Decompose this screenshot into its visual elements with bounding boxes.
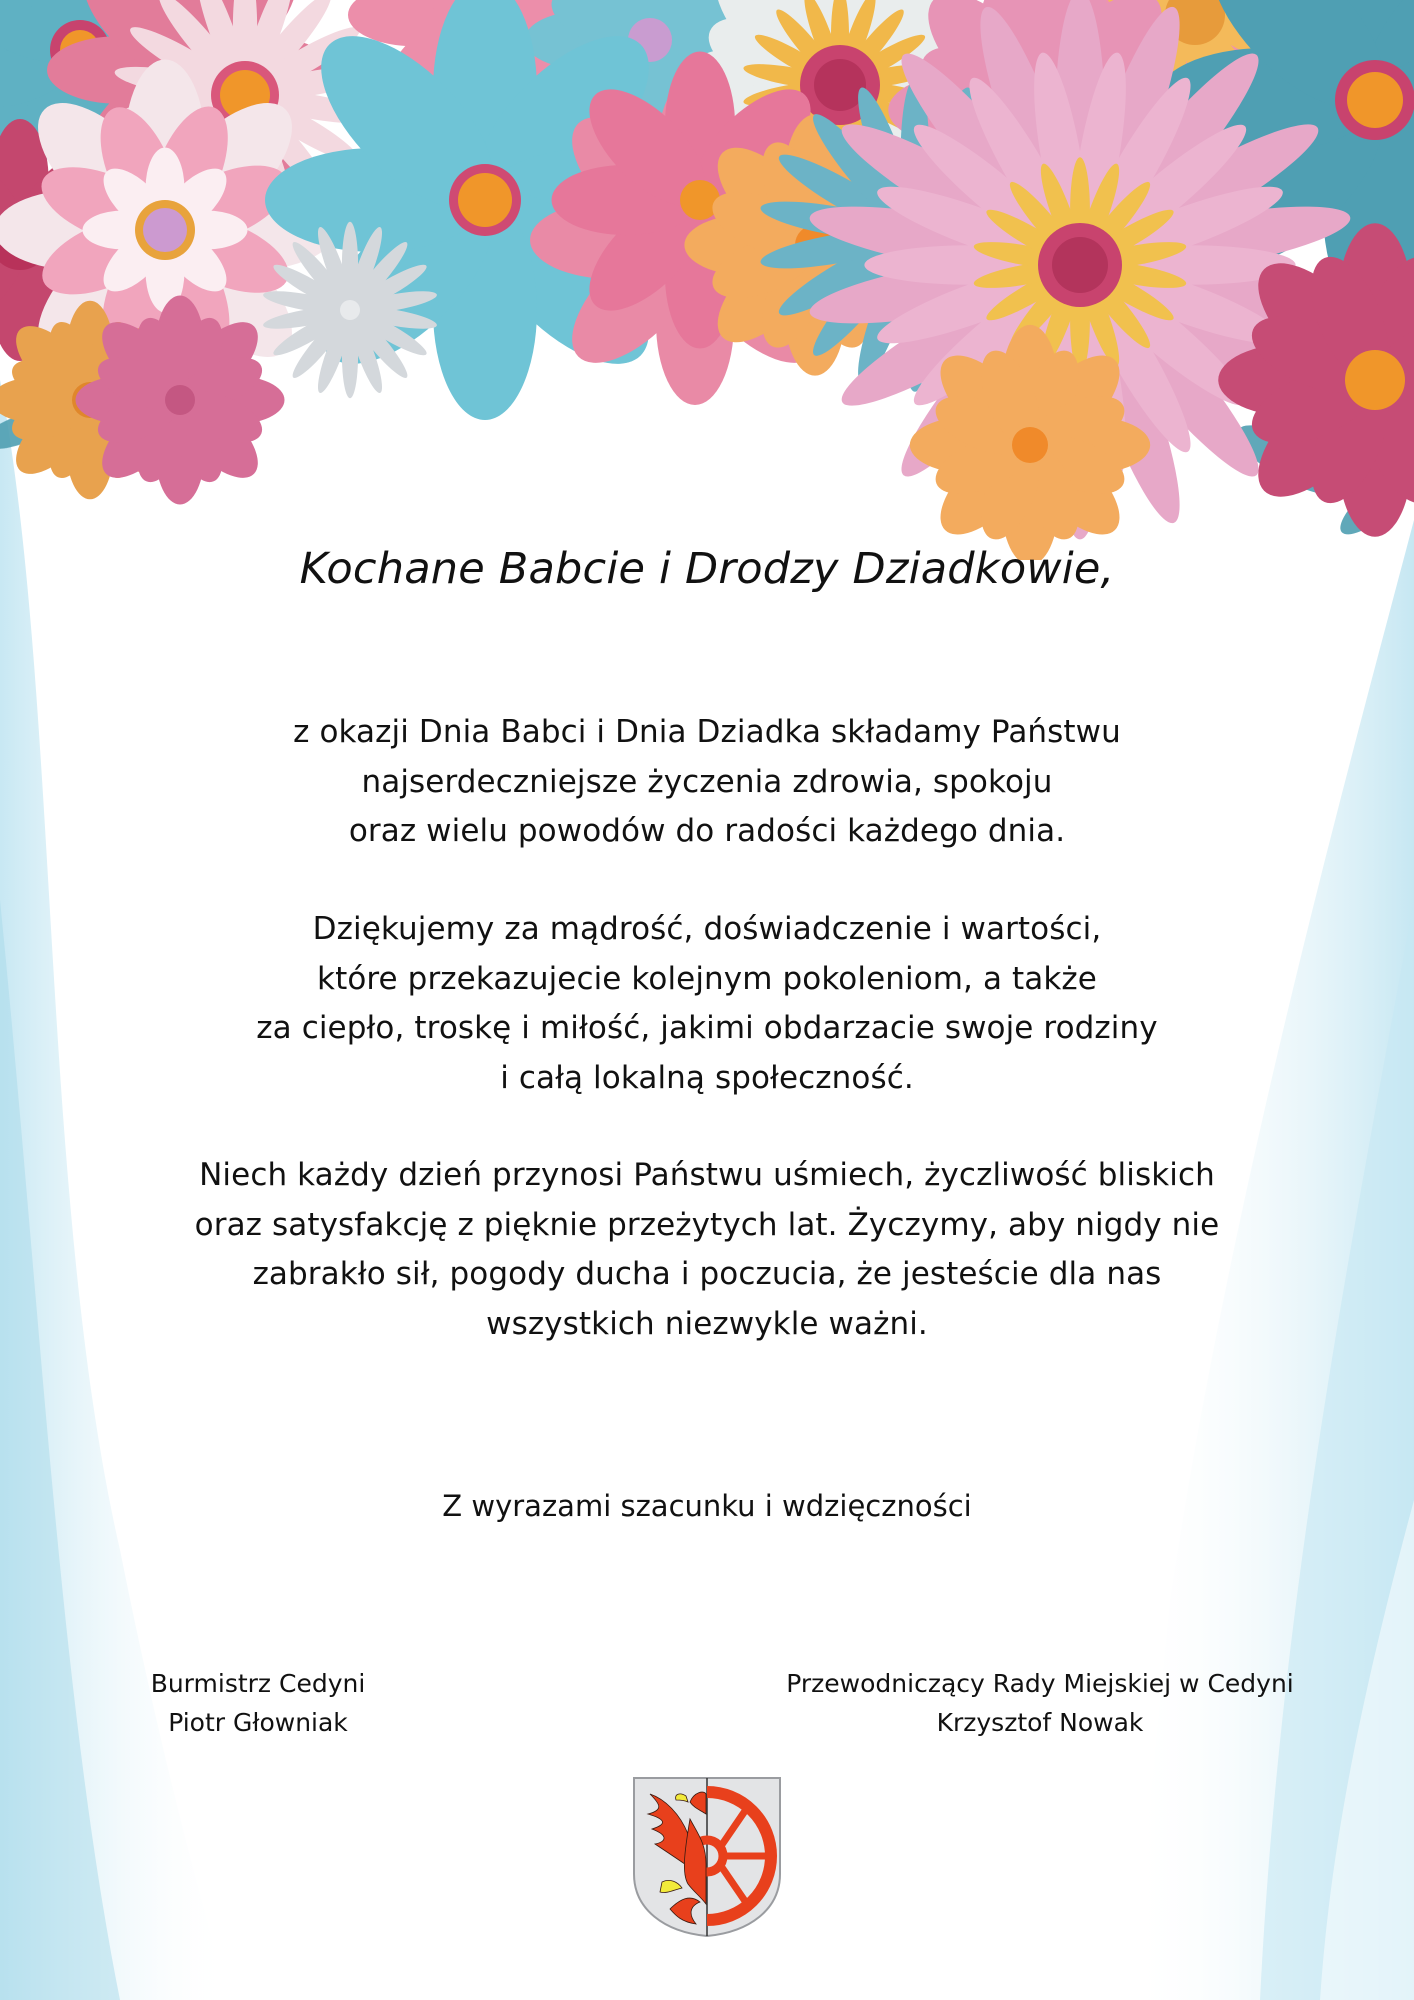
paragraph-line: i całą lokalną społeczność. [500,1059,914,1096]
greeting-heading: Kochane Babcie i Drodzy Dziadkowie, [299,544,1115,594]
paragraph-thanks [0,905,1414,1103]
signature-name: Krzysztof Nowak [936,1708,1144,1737]
paragraph-line: oraz wielu powodów do radości każdego dnia. [348,813,1066,849]
paragraph-line: oraz satysfakcję z pięknie przeżytych lat. Życzymy, aby nigdy nie [194,1206,1220,1243]
signature-council-chair [770,1664,1310,1742]
paragraph-line: Dziękujemy za mądrość, doświadczenie i wartości, [312,911,1102,947]
coat-of-arms-icon [630,1774,784,1938]
signature-name: Piotr Głowniak [168,1708,348,1737]
paragraph-line: które przekazujecie kolejnym pokoleniom, a także [317,960,1097,997]
paragraph-wishes [0,708,1414,857]
signature-title: Przewodniczący Rady Miejskiej w Cedyni [786,1669,1294,1698]
signature-mayor [140,1664,376,1742]
paragraph-line: zabrakło sił, pogody ducha i poczucia, że jesteście dla nas [252,1256,1162,1292]
paragraph-line: najserdeczniejsze życzenia zdrowia, spokoju [361,763,1053,800]
paragraph-line: z okazji Dnia Babci i Dnia Dziadka składamy Państwu [293,714,1121,750]
paragraph-line: wszystkich niezwykle ważni. [486,1305,928,1342]
paragraph-line: Niech każdy dzień przynosi Państwu uśmiech, życzliwość bliskich [199,1157,1215,1193]
paragraph-line: za ciepło, troskę i miłość, jakimi obdarzacie swoje rodziny [256,1010,1158,1046]
paragraph-closing-wishes [0,1151,1414,1349]
signature-title: Burmistrz Cedyni [150,1669,366,1698]
closing-phrase: Z wyrazami szacunku i wdzięczności [442,1489,972,1523]
